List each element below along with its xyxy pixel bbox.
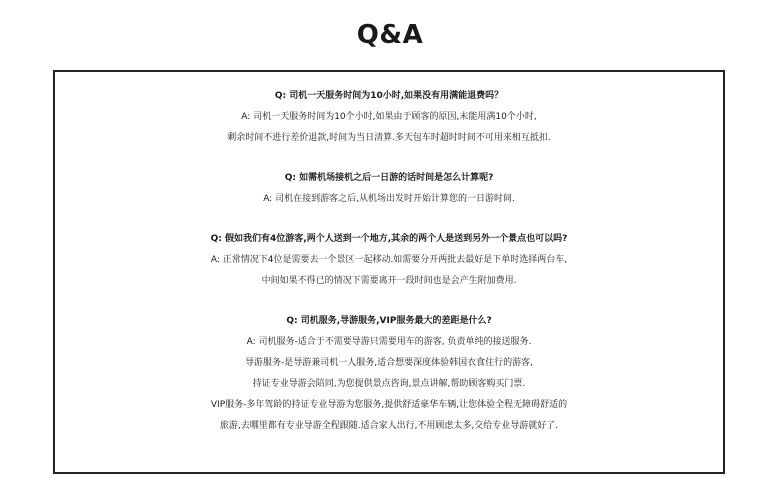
qa-item [55, 86, 723, 149]
qa-box [53, 70, 725, 474]
page-title: Q&A [356, 20, 424, 50]
qa-item [55, 229, 723, 292]
answer-line: A: 正常情况下4位是需要去一个景区一起移动.如需要分开两批去最好是下单时选择两台车, [210, 255, 568, 265]
answer-line: 中间如果不得已的情况下需要离开一段时间也是会产生附加费用. [261, 276, 517, 286]
answer-line: 剩余时间不进行差价退款,时间为当日清算.多天包车时超时时间不可用来相互抵扣. [227, 133, 551, 143]
qa-item [55, 168, 723, 210]
answer-line: A: 司机在接到游客之后,从机场出发时开始计算您的一日游时间. [263, 194, 515, 204]
answer-line: VIP服务-多年驾龄的持证专业导游为您服务,提供舒适豪华车辆,让您体验全程无障碍舒适的 [210, 400, 568, 410]
answer-line: 旅游,去哪里都有专业导游全程跟随.适合家人出行,不用顾虑太多,交给专业导游就好了. [219, 421, 559, 431]
qa-item [55, 311, 723, 437]
question-text: Q: 如需机场接机之后一日游的话时间是怎么计算呢? [284, 173, 494, 183]
answer-line: A: 司机一天服务时间为10个小时,如果由于顾客的原因,未能用满10个小时, [241, 112, 537, 122]
answer-line: A: 司机服务-适合于不需要导游只需要用车的游客, 负责单纯的接送服务. [246, 337, 532, 347]
question-text: Q: 假如我们有4位游客,两个人送到一个地方,其余的两个人是送到另外一个景点也可以吗? [210, 234, 568, 244]
question-text: Q: 司机一天服务时间为10小时,如果没有用满能退费吗？ [274, 91, 504, 101]
question-text: Q: 司机服务,导游服务,VIP服务最大的差距是什么? [286, 316, 492, 326]
answer-line: 导游服务-是导游兼司机一人服务,适合想要深度体验韩国衣食住行的游客, [245, 358, 533, 368]
answer-line: 持证专业导游会陪同,为您提供景点咨询,景点讲解,帮助顾客购买门票. [252, 379, 526, 389]
